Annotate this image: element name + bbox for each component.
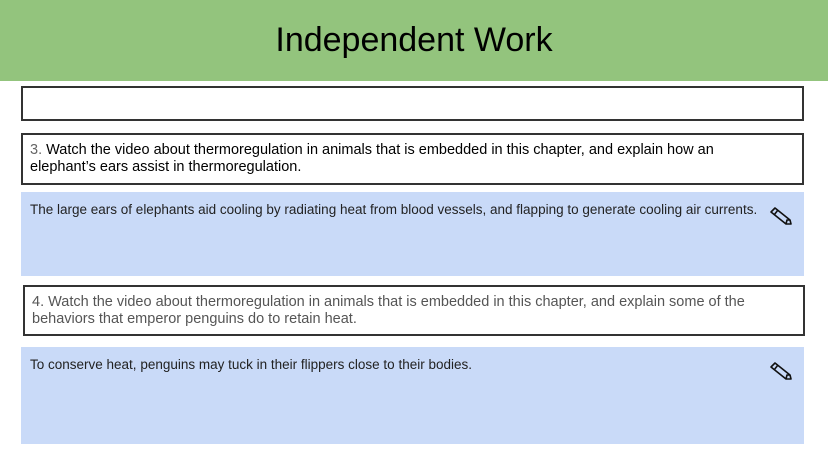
- question-3-prompt: Watch the video about thermoregulation in animals that is embedded in this chapter, and explain how an elephant’s ears assist in thermoregulation.: [30, 142, 714, 175]
- question-3-number: 3.: [30, 142, 43, 158]
- question-4-prompt: Watch the video about thermoregulation in animals that is embedded in this chapter, and explain some of the behaviors that emperor penguins do to retain heat.: [32, 294, 745, 327]
- answer-4-box[interactable]: [21, 347, 804, 444]
- answer-4-text[interactable]: To conserve heat, penguins may tuck in their flippers close to their bodies.: [30, 357, 472, 372]
- pencil-icon[interactable]: [768, 361, 794, 385]
- question-4-number: 4.: [32, 294, 45, 310]
- question-4-text: [32, 294, 783, 328]
- question-4-box: [23, 285, 805, 336]
- empty-text-box[interactable]: [21, 86, 804, 121]
- pencil-icon[interactable]: [768, 206, 794, 230]
- answer-3-box[interactable]: [21, 192, 804, 276]
- question-3-box: [21, 133, 804, 185]
- answer-3-text[interactable]: The large ears of elephants aid cooling by radiating heat from blood vessels, and flapping to generate cooling air currents.: [30, 202, 758, 217]
- header-banner: [0, 0, 828, 81]
- question-3-text: [30, 142, 782, 176]
- page-title: Independent Work: [275, 21, 553, 59]
